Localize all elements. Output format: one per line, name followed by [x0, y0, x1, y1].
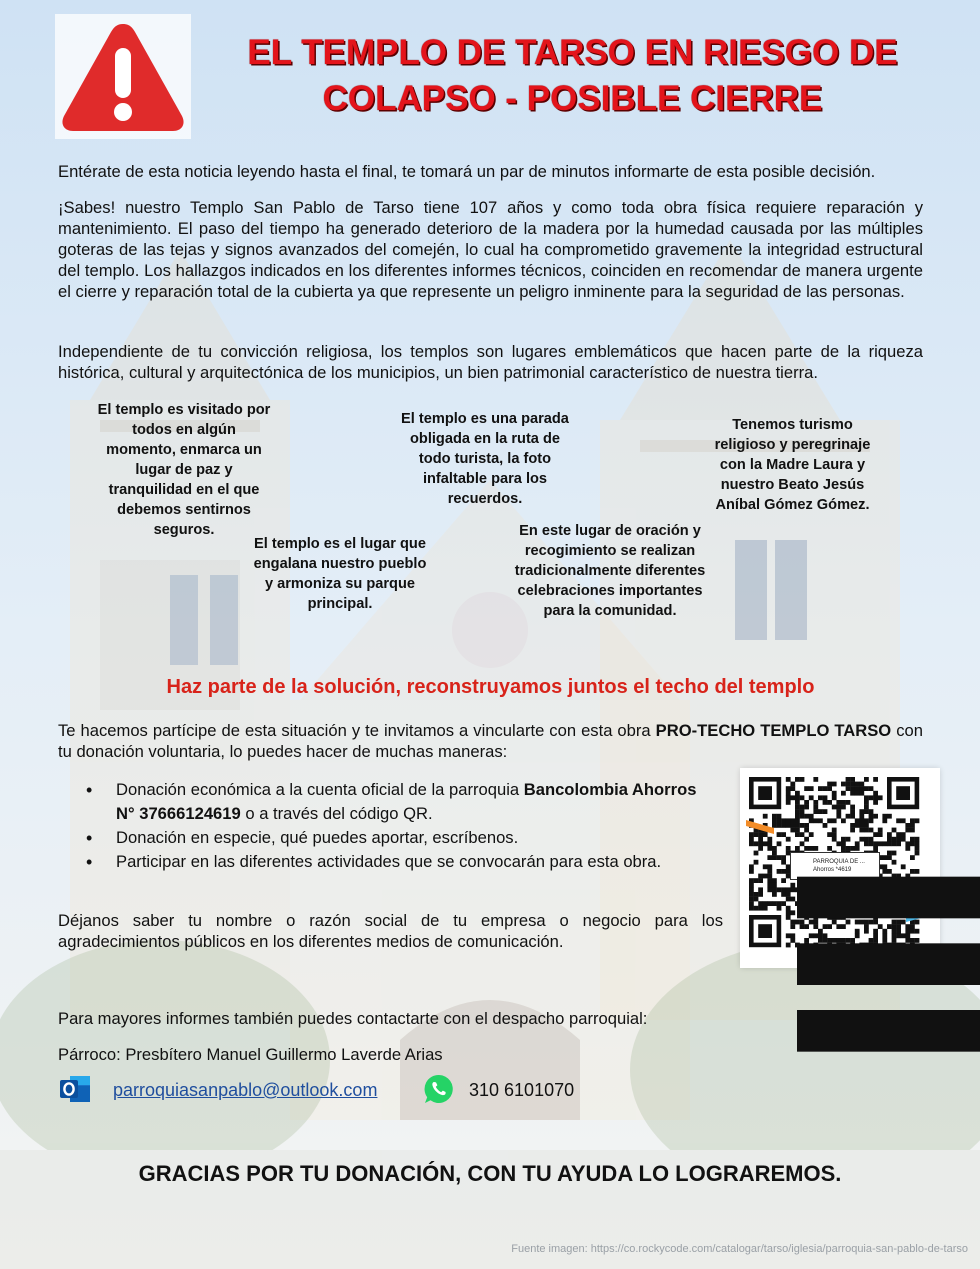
intro-paragraph: Entérate de esta noticia leyendo hasta el final, te tomará un par de minutos informarte de esta posible decisión.	[58, 162, 876, 181]
acknowledgement-paragraph: Déjanos saber tu nombre o razón social de tu empresa o negocio para los agradecimientos públicos en los diferentes medios de comunicación.	[58, 911, 723, 951]
page-title: EL TEMPLO DE TARSO EN RIESGO DE COLAPSO - POSIBLE CIERRE	[247, 33, 898, 118]
reason-park-harmony: El templo es el lugar que engalana nuestro pueblo y armoniza su parque principal.	[253, 536, 427, 612]
closing-thanks: GRACIAS POR TU DONACIÓN, CON TU AYUDA LO LOGRAREMOS.	[138, 1161, 842, 1186]
phone-number[interactable]: 310 6101070	[469, 1080, 575, 1100]
heritage-paragraph: Independiente de tu convicción religiosa, los templos son lugares emblemáticos que hacen parte de la riqueza histórica, cultural y arquitectónica de los municipios, un bien patrimonial característico de nuestra tierra.	[58, 342, 923, 382]
outlook-icon	[58, 1072, 92, 1106]
warning-triangle-icon	[55, 14, 191, 139]
call-to-action-heading: Haz parte de la solución, reconstruyamos juntos el techo del templo	[166, 676, 815, 698]
list-item: • Participar en las diferentes actividades que se convocarán para esta obra.	[86, 850, 706, 874]
reason-visited: El templo es visitado por todos en algún momento, enmarca un lugar de paz y tranquilidad en el que debemos sentirnos seguros.	[97, 402, 271, 538]
whatsapp-icon	[422, 1072, 456, 1106]
invite-paragraph: Te hacemos partícipe de esta situación y te invitamos a vincularte con esta obra PRO-TECHO TEMPLO TARSO con tu donación voluntaria, lo puedes hacer de muchas maneras:	[58, 721, 923, 761]
bank-account: Bancolombia Ahorros N° 37666124619	[116, 780, 697, 823]
donation-options-list	[86, 778, 706, 874]
contact-intro: Para mayores informes también puedes contactarte con el despacho parroquial:	[58, 1009, 648, 1028]
campaign-name: PRO-TECHO TEMPLO TARSO	[655, 721, 892, 740]
bancolombia-logo-icon	[797, 860, 980, 1060]
list-item: • Donación económica a la cuenta oficial de la parroquia Bancolombia Ahorros N° 37666124619 o a través del código QR.	[86, 778, 706, 826]
qr-bank-label: PARROQUIA DE ... Ahorros *4619	[790, 852, 880, 880]
donation-qr-code[interactable]	[740, 768, 940, 968]
reason-tourist-stop: El templo es una parada obligada en la ruta de todo turista, la foto infaltable para los recuerdos.	[401, 411, 569, 507]
email-link[interactable]: parroquiasanpablo@outlook.com	[113, 1080, 378, 1100]
list-item: • Donación en especie, qué puedes aportar, escríbenos.	[86, 826, 706, 850]
reason-religious-tourism: Tenemos turismo religioso y peregrinaje con la Madre Laura y nuestro Beato Jesús Aníbal Gómez Gómez.	[714, 417, 871, 513]
image-credit: Fuente imagen: https://co.rockycode.com/catalogar/tarso/iglesia/parroquia-san-pablo-de-tarso	[511, 1243, 968, 1255]
parish-priest: Párroco: Presbítero Manuel Guillermo Laverde Arias	[58, 1045, 443, 1064]
history-paragraph: ¡Sabes! nuestro Templo San Pablo de Tarso tiene 107 años y como toda obra física requiere reparación y mantenimiento. El paso del tiempo ha generado deterioro de la madera por la humedad causada por las múltiples goteras de las tejas y signos avanzados del comején, lo cual ha comprometido gravemente la integridad estructural del templo. Los hallazgos indicados en los diferentes informes técnicos, coinciden en recomendar de manera urgente el cierre y reparación total de la cubierta ya que represente un peligro inminente para la seguridad de las personas.	[58, 198, 923, 301]
reason-celebrations: En este lugar de oración y recogimiento se realizan tradicionalmente diferentes celebraciones importantes para la comunidad.	[514, 523, 706, 619]
